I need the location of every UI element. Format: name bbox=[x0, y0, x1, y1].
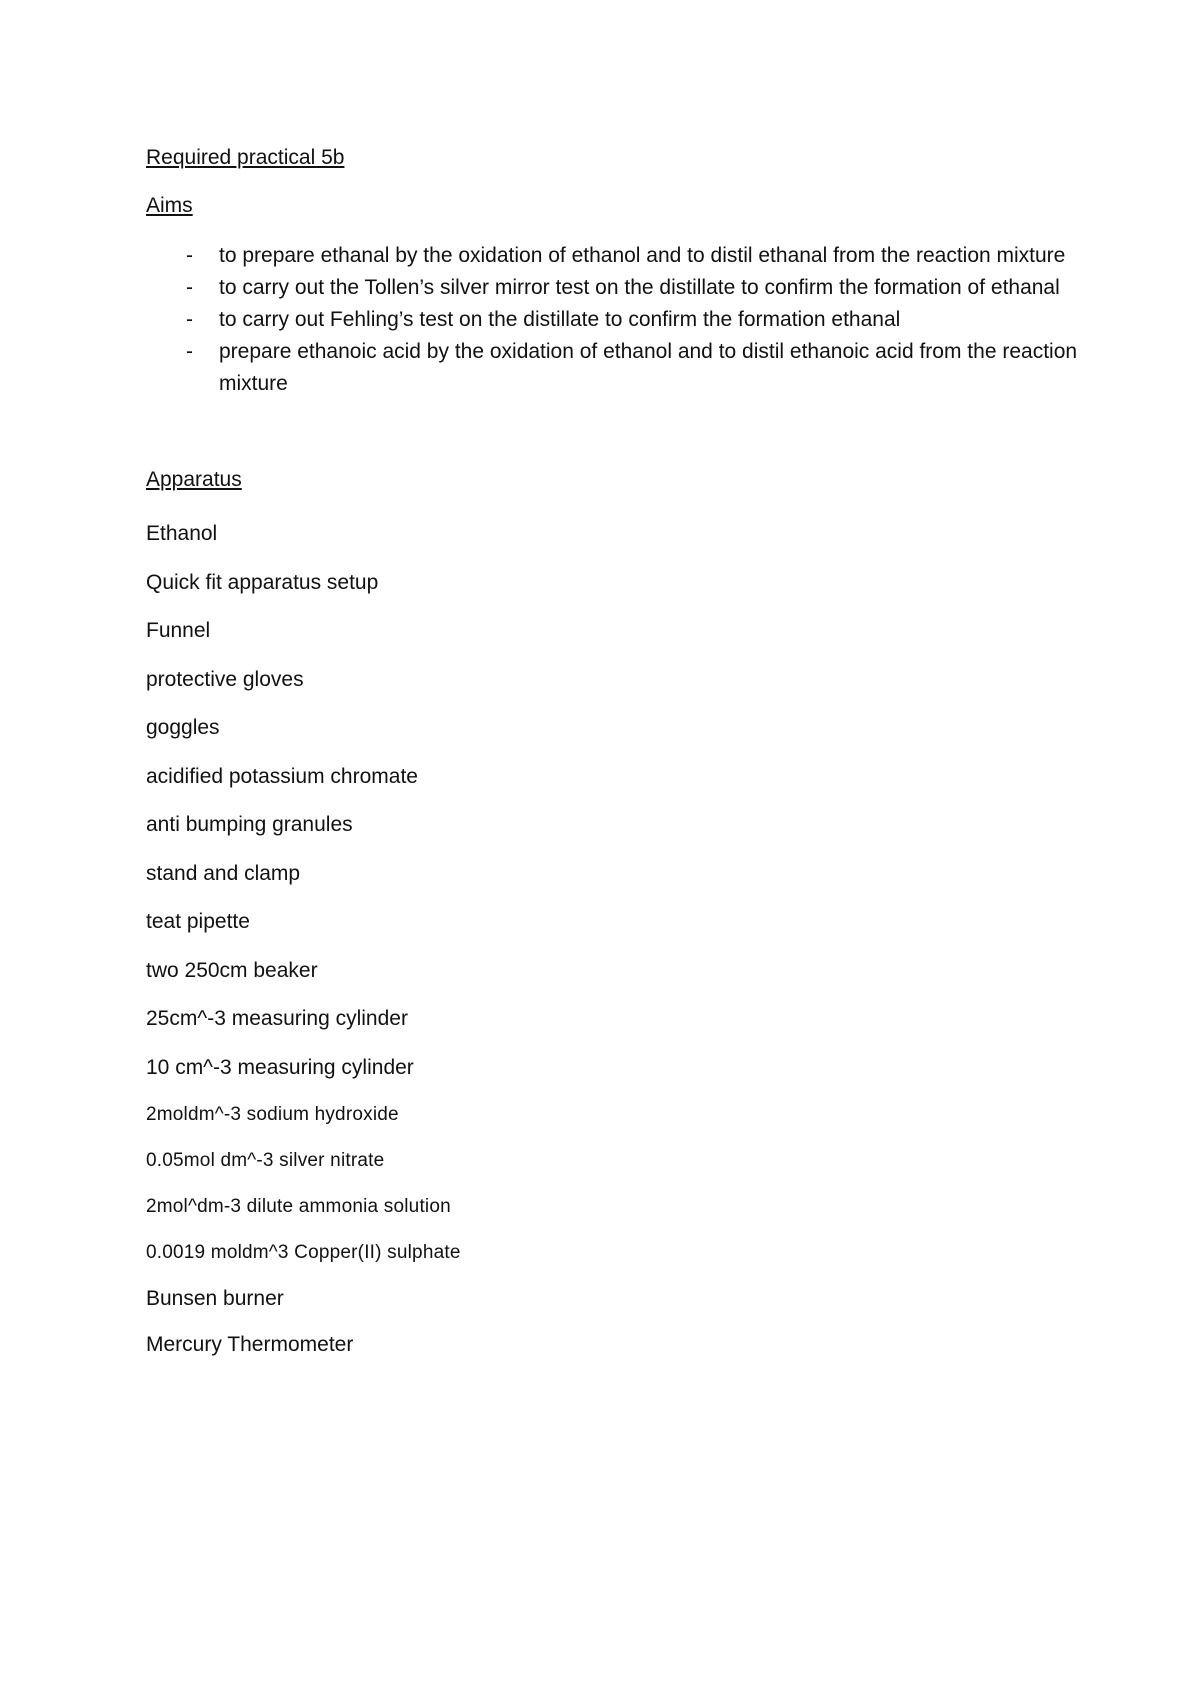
aim-text: prepare ethanoic acid by the oxidation of ethanol and to distil ethanoic acid from the reaction mixture bbox=[219, 340, 1078, 395]
aims-list bbox=[146, 240, 1086, 400]
aim-item bbox=[146, 336, 1086, 400]
aim-item bbox=[146, 304, 1086, 336]
apparatus-item: teat pipette bbox=[146, 910, 250, 933]
apparatus-item: Ethanol bbox=[146, 522, 218, 545]
aim-text: to prepare ethanal by the oxidation of ethanol and to distil ethanal from the reaction mixture bbox=[219, 244, 1066, 267]
bullet-dash: - bbox=[186, 244, 193, 267]
aim-item bbox=[146, 272, 1086, 304]
apparatus-item: Quick fit apparatus setup bbox=[146, 570, 379, 594]
apparatus-item: 10 cm^-3 measuring cylinder bbox=[146, 1055, 414, 1079]
bullet-dash: - bbox=[186, 308, 193, 331]
bullet-dash: - bbox=[186, 276, 193, 299]
aim-item bbox=[146, 240, 1086, 272]
aim-text: to carry out the Tollen’s silver mirror test on the distillate to confirm the formation of ethanal bbox=[219, 276, 1060, 299]
apparatus-item: 25cm^-3 measuring cylinder bbox=[146, 1007, 408, 1030]
aims-heading: Aims bbox=[146, 194, 193, 217]
apparatus-item: Mercury Thermometer bbox=[146, 1333, 354, 1356]
apparatus-item: goggles bbox=[146, 716, 220, 739]
apparatus-item: 2moldm^-3 sodium hydroxide bbox=[146, 1104, 399, 1125]
document-title: Required practical 5b bbox=[146, 146, 345, 169]
document-content bbox=[146, 144, 1086, 1368]
apparatus-heading: Apparatus bbox=[146, 468, 242, 491]
apparatus-item: protective gloves bbox=[146, 667, 304, 691]
apparatus-item: two 250cm beaker bbox=[146, 958, 318, 982]
apparatus-item: 2mol^dm-3 dilute ammonia solution bbox=[146, 1196, 451, 1217]
apparatus-item: acidified potassium chromate bbox=[146, 764, 418, 788]
bullet-dash: - bbox=[186, 340, 193, 363]
apparatus-item: 0.0019 moldm^3 Copper(II) sulphate bbox=[146, 1242, 461, 1263]
apparatus-item: stand and clamp bbox=[146, 861, 301, 885]
apparatus-list bbox=[146, 510, 1086, 1368]
aim-text: to carry out Fehling’s test on the distillate to confirm the formation ethanal bbox=[219, 308, 901, 331]
apparatus-item: Bunsen burner bbox=[146, 1287, 284, 1310]
apparatus-item: 0.05mol dm^-3 silver nitrate bbox=[146, 1150, 385, 1171]
apparatus-item: Funnel bbox=[146, 619, 211, 642]
apparatus-item: anti bumping granules bbox=[146, 813, 353, 836]
